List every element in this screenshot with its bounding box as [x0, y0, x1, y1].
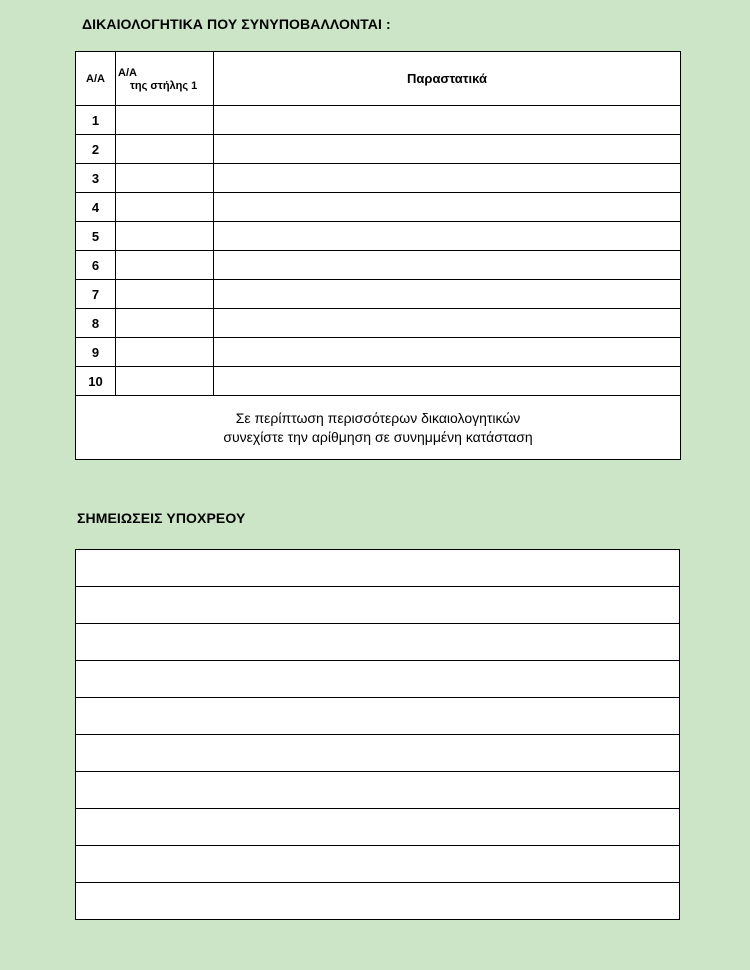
- notes-line[interactable]: [76, 587, 679, 624]
- row-reference-field[interactable]: [116, 222, 214, 251]
- row-reference-field[interactable]: [116, 367, 214, 396]
- table-row: [76, 193, 681, 222]
- notes-line[interactable]: [76, 550, 679, 587]
- row-number: 10: [76, 367, 116, 396]
- documents-table-footer: [76, 396, 681, 460]
- notes-line[interactable]: [76, 883, 679, 920]
- table-row: [76, 309, 681, 338]
- row-number: 4: [76, 193, 116, 222]
- table-row: [76, 367, 681, 396]
- notes-line[interactable]: [76, 809, 679, 846]
- table-row: [76, 222, 681, 251]
- row-number: 5: [76, 222, 116, 251]
- notes-line[interactable]: [76, 735, 679, 772]
- row-document-field[interactable]: [214, 193, 681, 222]
- table-row: [76, 280, 681, 309]
- documents-table: [75, 51, 681, 460]
- col-serial-header: Α/Α: [76, 52, 116, 106]
- documents-table-header: [76, 52, 681, 106]
- row-document-field[interactable]: [214, 251, 681, 280]
- row-reference-field[interactable]: [116, 338, 214, 367]
- notes-line[interactable]: [76, 661, 679, 698]
- notes-line[interactable]: [76, 698, 679, 735]
- row-document-field[interactable]: [214, 106, 681, 135]
- row-document-field[interactable]: [214, 338, 681, 367]
- row-reference-field[interactable]: [116, 135, 214, 164]
- col-reference-header-line1: Α/Α: [118, 67, 137, 79]
- row-reference-field[interactable]: [116, 309, 214, 338]
- row-number: 8: [76, 309, 116, 338]
- row-document-field[interactable]: [214, 309, 681, 338]
- row-document-field[interactable]: [214, 367, 681, 396]
- notes-line[interactable]: [76, 624, 679, 661]
- notes-line[interactable]: [76, 846, 679, 883]
- notes-box: [75, 549, 680, 920]
- table-row: [76, 135, 681, 164]
- col-reference-header-line2: της στήλης 1: [130, 80, 198, 92]
- footer-note-line2: συνεχίστε την αρίθμηση σε συνημμένη κατάσταση: [223, 428, 533, 445]
- row-number: 6: [76, 251, 116, 280]
- row-document-field[interactable]: [214, 280, 681, 309]
- row-document-field[interactable]: [214, 164, 681, 193]
- row-reference-field[interactable]: [116, 280, 214, 309]
- row-number: 9: [76, 338, 116, 367]
- footer-note-line1: Σε περίπτωση περισσότερων δικαιολογητικών: [235, 409, 521, 426]
- row-document-field[interactable]: [214, 222, 681, 251]
- row-number: 3: [76, 164, 116, 193]
- col-reference-header: [116, 52, 214, 106]
- table-row: [76, 251, 681, 280]
- col-documents-header: Παραστατικά: [214, 52, 681, 106]
- table-row: [76, 338, 681, 367]
- documents-section-title: ΔΙΚΑΙΟΛΟΓΗΤΙΚΑ ΠΟΥ ΣΥΝΥΠΟΒΑΛΛΟΝΤΑΙ :: [82, 16, 391, 32]
- notes-line[interactable]: [76, 772, 679, 809]
- table-row: [76, 164, 681, 193]
- table-row: [76, 106, 681, 135]
- row-reference-field[interactable]: [116, 193, 214, 222]
- row-number: 7: [76, 280, 116, 309]
- row-number: 1: [76, 106, 116, 135]
- row-reference-field[interactable]: [116, 164, 214, 193]
- row-number: 2: [76, 135, 116, 164]
- footer-note: [76, 396, 681, 460]
- row-reference-field[interactable]: [116, 251, 214, 280]
- row-reference-field[interactable]: [116, 106, 214, 135]
- notes-section-title: ΣΗΜΕΙΩΣΕΙΣ ΥΠΟΧΡΕΟΥ: [77, 510, 246, 526]
- row-document-field[interactable]: [214, 135, 681, 164]
